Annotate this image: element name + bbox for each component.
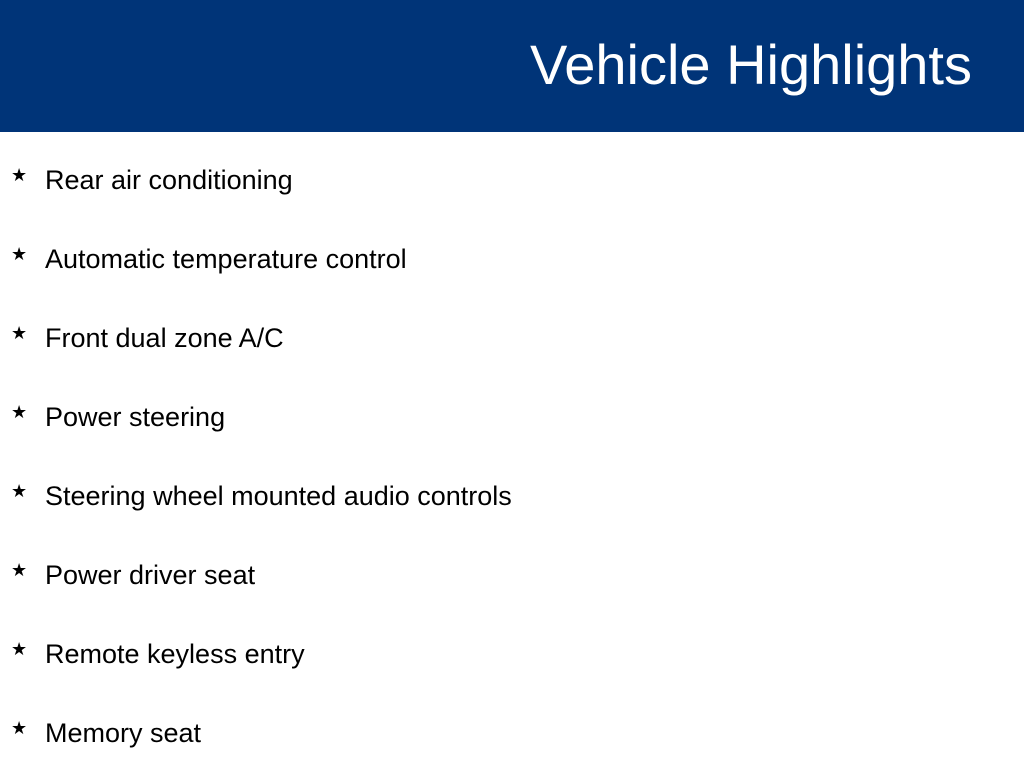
list-item-label: Steering wheel mounted audio controls [45,481,512,511]
list-item [0,235,1024,275]
list-item-label: Automatic temperature control [45,244,407,274]
star-icon: ★ [11,718,28,739]
star-icon: ★ [11,323,28,344]
star-icon: ★ [11,402,28,423]
list-item-label: Memory seat [45,718,202,748]
star-icon: ★ [11,481,28,502]
page-title: Vehicle Highlights [529,33,972,96]
list-item [0,551,1024,591]
list-item [0,314,1024,354]
header-banner [0,0,1024,132]
star-icon: ★ [11,244,28,265]
star-icon: ★ [11,560,28,581]
star-icon: ★ [11,165,28,186]
list-item-label: Power steering [45,402,226,432]
list-item-label: Power driver seat [45,560,256,590]
list-item [0,709,1024,749]
list-item [0,393,1024,433]
list-item [0,472,1024,512]
list-item-label: Front dual zone A/C [45,323,284,353]
list-item [0,630,1024,670]
list-item [0,156,1024,196]
star-icon: ★ [11,639,28,660]
list-item-label: Remote keyless entry [45,639,305,669]
list-item-label: Rear air conditioning [45,165,293,195]
